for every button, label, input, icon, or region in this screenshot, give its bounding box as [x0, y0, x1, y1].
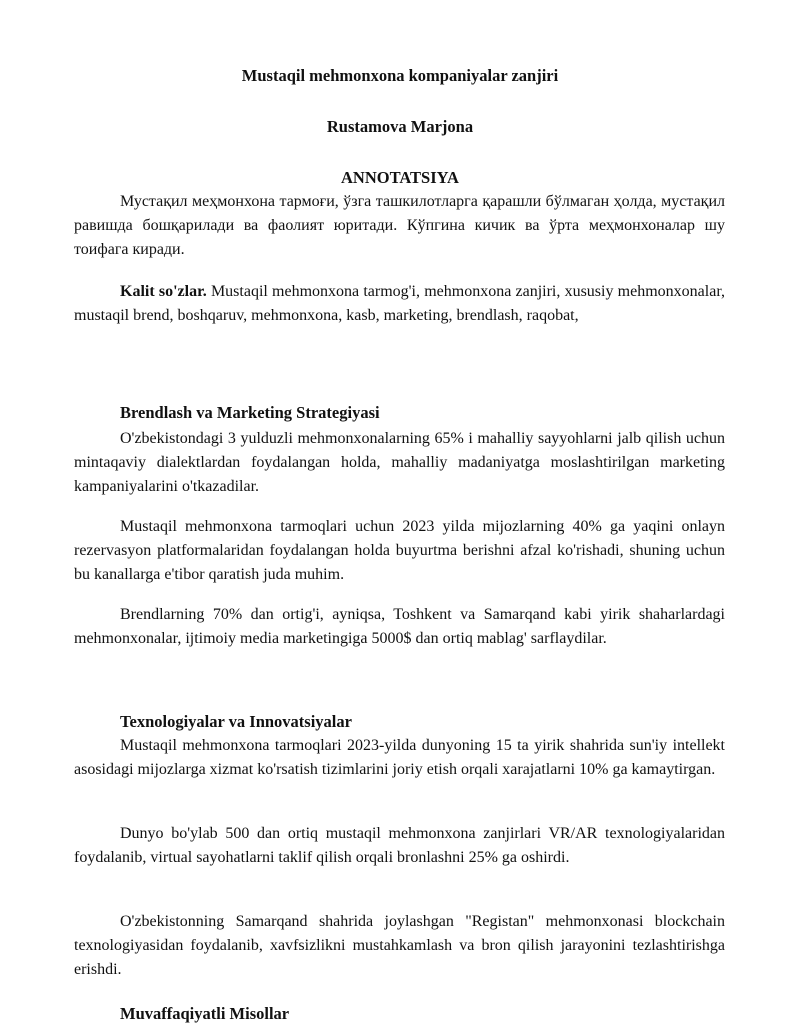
paragraph-technology-1: Mustaqil mehmonxona tarmoqlari 2023-yilda dunyoning 15 ta yirik shahrida sun'iy intellekt asosidagi mijozlarga xizmat ko'rsatish tizimlarini joriy etish orqali xarajatlarni 10% ga kamaytirgan.: [74, 737, 725, 778]
author-name: Rustamova Marjona: [326, 117, 474, 136]
paragraph-technology-2: Dunyo bo'ylab 500 dan ortiq mustaqil mehmonxona zanjirlari VR/AR texnologiyalaridan foydalanib, virtual sayohatlarni taklif qilish orqali bronlashni 25% ga oshirdi.: [74, 825, 725, 866]
keywords-label: Kalit so'zlar.: [120, 283, 207, 300]
section-heading-technology: Texnologiyalar va Innovatsiyalar: [120, 712, 352, 731]
keywords-paragraph: [74, 280, 725, 328]
paragraph-branding-1: O'zbekistondagi 3 yulduzli mehmonxonalarning 65% i mahalliy sayyohlarni jalb qilish uchun mintaqaviy dialektlardan foydalangan holda, mahalliy madaniyatga moslashtirilgan marketing kampaniyalarini o'tkazadilar.: [74, 430, 725, 495]
document-title: Mustaqil mehmonxona kompaniyalar zanjiri: [241, 66, 559, 85]
annotation-heading: ANNOTATSIYA: [341, 168, 459, 187]
paragraph-technology-3: O'zbekistonning Samarqand shahrida joylashgan "Registan" mehmonxonasi blockchain texnologiyasidan foydalanib, xavfsizlikni mustahkamlash va bron qilish jarayonini tezlashtirishga erishdi.: [74, 913, 725, 978]
section-heading-branding: Brendlash va Marketing Strategiyasi: [120, 403, 380, 422]
annotation-text: Мустақил меҳмонхона тармоғи, ўзга ташкилотларга қарашли бўлмаган ҳолда, мустақил равишда бошқарилади ва фаолият юритади. Кўпгина кичик ва ўрта меҳмонхоналар шу тоифага киради.: [74, 193, 725, 258]
section-heading-examples: Muvaffaqiyatli Misollar: [120, 1004, 290, 1023]
paragraph-branding-2: Mustaqil mehmonxona tarmoqlari uchun 2023 yilda mijozlarning 40% ga yaqini onlayn rezervasyon platformalaridan foydalangan holda buyurtma berishni afzal ko'rishadi, shuning uchun bu kanallarga e'tibor qaratish juda muhim.: [74, 518, 725, 583]
keywords-text: Mustaqil mehmonxona tarmog'i, mehmonxona zanjiri, xususiy mehmonxonalar, mustaqil brend, boshqaruv, mehmonxona, kasb, marketing, brendlash, raqobat,: [74, 283, 726, 324]
paragraph-branding-3: Brendlarning 70% dan ortig'i, ayniqsa, Toshkent va Samarqand kabi yirik shaharlardagi mehmonxonalar, ijtimoiy media marketingiga 5000$ dan ortiq mablag' sarflaydilar.: [74, 606, 725, 647]
